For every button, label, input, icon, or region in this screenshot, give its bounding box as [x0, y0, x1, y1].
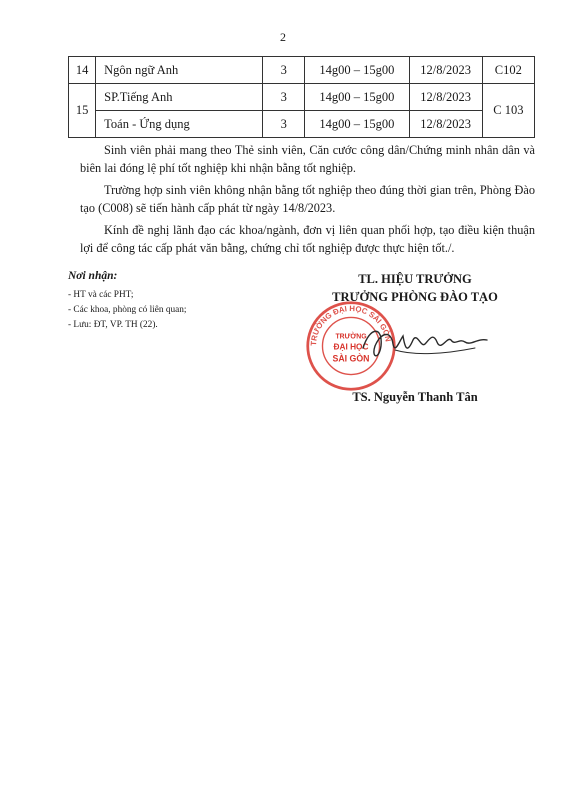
date-cell: 12/8/2023 [409, 57, 482, 84]
paragraph-request: Kính đề nghị lãnh đạo các khoa/ngành, đơn vị liên quan phối hợp, tạo điều kiện thuận lợi để công tác cấp phát văn bằng, chứng chỉ tốt nghiệp được thực hiện tốt./. [80, 223, 535, 255]
date-cell: 12/8/2023 [409, 84, 482, 111]
room-cell: C 103 [482, 84, 534, 138]
paragraph-late-pickup: Trường hợp sinh viên không nhận bằng tốt nghiệp theo đúng thời gian trên, Phòng Đào tạo (C008) sẽ tiến hành cấp phát từ ngày 14/8/2023. [80, 183, 535, 215]
seal-middle-text: ĐẠI HỌC [333, 342, 369, 352]
table-row [69, 57, 535, 84]
signer-position: TRƯỞNG PHÒNG ĐÀO TẠO [332, 290, 498, 304]
recipients-block [68, 270, 288, 333]
seal-top-text: TRƯỜNG [335, 333, 367, 341]
page-number: 2 [280, 30, 286, 44]
schedule-table [68, 56, 535, 138]
table-row [69, 84, 535, 111]
time-cell: 14g00 – 15g00 [305, 111, 409, 138]
signature-mark [355, 318, 495, 368]
paragraph-requirements: Sinh viên phải mang theo Thẻ sinh viên, Căn cước công dân/Chứng minh nhân dân và biên lai đóng lệ phí tốt nghiệp khi nhận bằng tốt nghiệp. [80, 143, 535, 175]
signer-name: TS. Nguyễn Thanh Tân [352, 390, 478, 404]
row-number: 15 [69, 84, 96, 138]
recipient-line: - Lưu: ĐT, VP. TH (22). [68, 320, 158, 330]
count-cell: 3 [263, 111, 305, 138]
date-cell: 12/8/2023 [409, 111, 482, 138]
time-cell: 14g00 – 15g00 [305, 84, 409, 111]
recipient-line: - Các khoa, phòng có liên quan; [68, 305, 187, 315]
recipients-heading: Nơi nhận: [68, 270, 118, 282]
seal-bottom-text: SÀI GÒN [332, 353, 370, 364]
signer-title: TL. HIỆU TRƯỞNG [358, 272, 472, 286]
count-cell: 3 [263, 57, 305, 84]
row-number: 14 [69, 57, 96, 84]
table-row [69, 111, 535, 138]
major-name: Ngôn ngữ Anh [96, 57, 263, 84]
count-cell: 3 [263, 84, 305, 111]
seal-ring-text: TRƯỜNG ĐẠI HỌC SÀI GÒN [308, 303, 393, 347]
major-name: SP.Tiếng Anh [96, 84, 263, 111]
room-cell: C102 [482, 57, 534, 84]
time-cell: 14g00 – 15g00 [305, 57, 409, 84]
major-name: Toán - Ứng dụng [96, 111, 263, 138]
recipient-line: - HT và các PHT; [68, 290, 134, 300]
